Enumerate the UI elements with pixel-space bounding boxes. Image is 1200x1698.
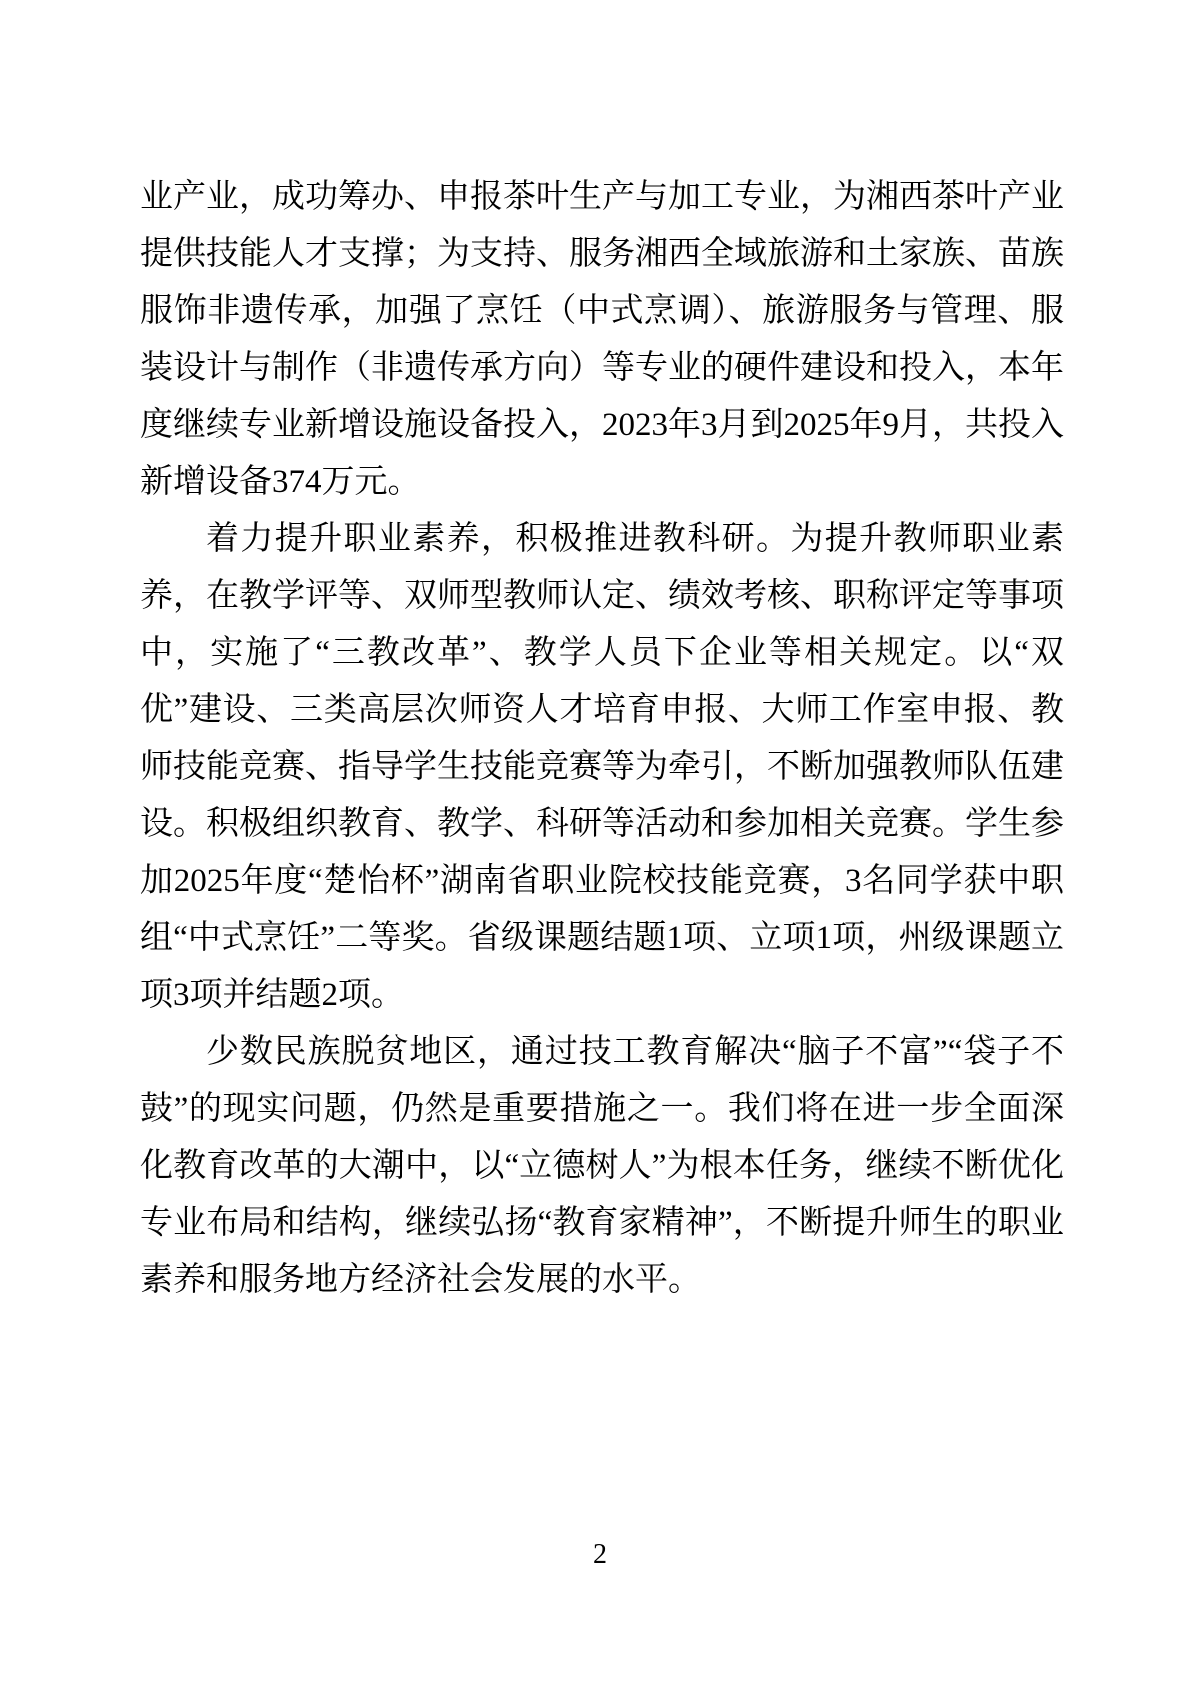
paragraph-conclusion: 少数民族脱贫地区，通过技工教育解决“脑子不富”“袋子不鼓”的现实问题，仍然是重要措施之一。我们将在进一步全面深化教育改革的大潮中，以“立德树人”为根本任务，继续不断优化专业布局和结构，继续弘扬“教育家精神”，不断提升师生的职业素养和服务地方经济社会发展的水平。 xyxy=(140,1034,1064,1298)
page-footer xyxy=(0,1538,1200,1572)
paragraph-teacher-development: 着力提升职业素养，积极推进教科研。为提升教师职业素养，在教学评等、双师型教师认定、绩效考核、职称评定等事项中，实施了“三教改革”、教学人员下企业等相关规定。以“双优”建设、三类高层次师资人才培育申报、大师工作室申报、教师技能竞赛、指导学生技能竞赛等为牵引，不断加强教师队伍建设。积极组织教育、教学、科研等活动和参加相关竞赛。学生参加2025年度“楚怡杯”湖南省职业院校技能竞赛，3名同学获中职组“中式烹饪”二等奖。省级课题结题1项、立项1项，州级课题立项3项并结题2项。 xyxy=(140,521,1064,1013)
page-number: 2 xyxy=(593,1539,607,1570)
document-body xyxy=(140,169,1064,1309)
paragraph-continuation: 业产业，成功筹办、申报茶叶生产与加工专业，为湘西茶叶产业提供技能人才支撑；为支持、服务湘西全域旅游和土家族、苗族服饰非遗传承，加强了烹饪（中式烹调）、旅游服务与管理、服装设计与制作（非遗传承方向）等专业的硬件建设和投入，本年度继续专业新增设施设备投入，2023年3月到2025年9月，共投入新增设备374万元。 xyxy=(140,179,1064,500)
